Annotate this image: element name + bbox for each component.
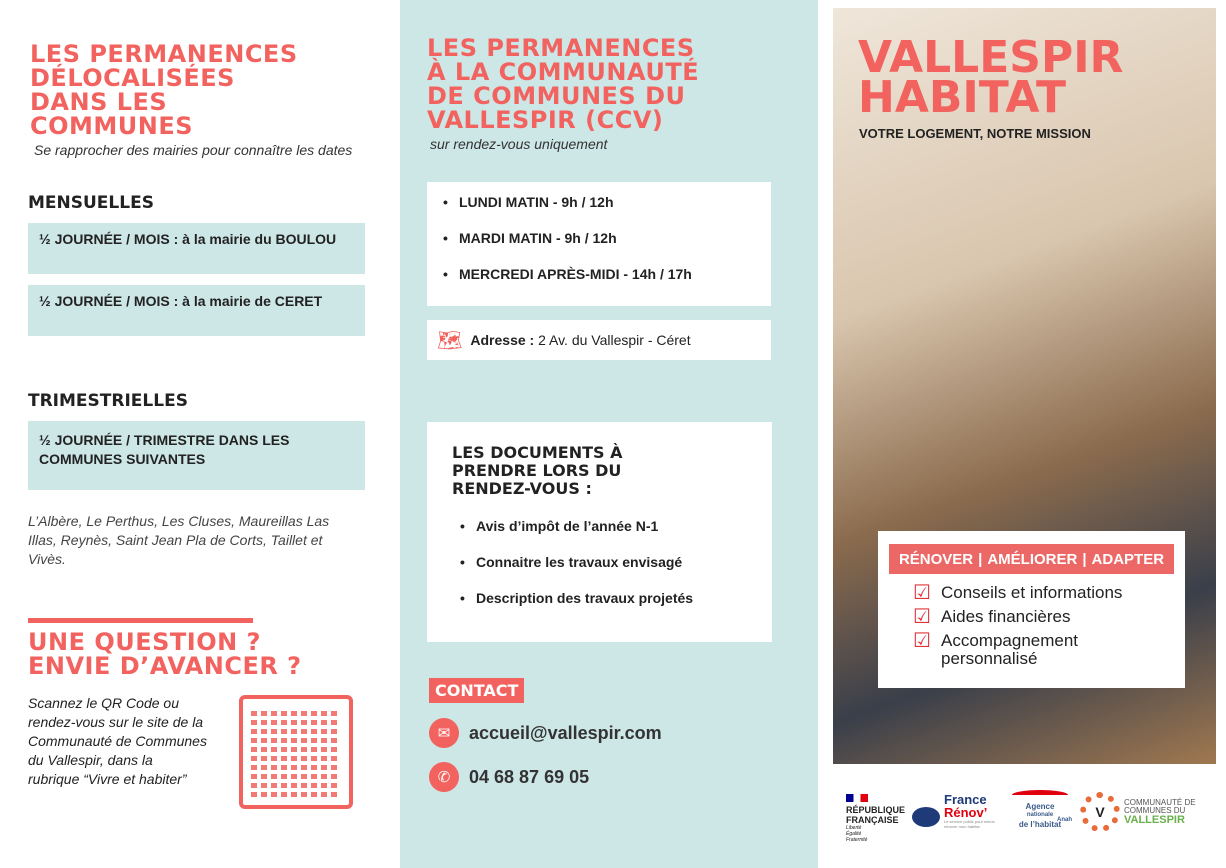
documents-title <box>452 444 747 498</box>
middle-subtitle: sur rendez-vous uniquement <box>430 136 608 152</box>
benefit-item: Conseils et informations <box>941 583 1123 602</box>
document-item: • Avis d’impôt de l’année N-1 <box>458 518 747 534</box>
map-icon: 🗺 <box>437 329 463 352</box>
checkbox-icon: ☑ <box>913 606 931 628</box>
logo-text: COMMUNAUTÉ DE <box>1124 797 1196 807</box>
title-line: DE COMMUNES DU <box>427 82 686 110</box>
logo-text: Liberté Égalité Fraternité <box>846 825 868 843</box>
schedule-card <box>427 182 771 306</box>
monthly-heading: MENSUELLES <box>28 193 154 213</box>
logo-text: Le service public pour mieux rénover mon habitat <box>944 819 995 829</box>
checkbox-icon: ☑ <box>913 630 931 652</box>
quarterly-heading: TRIMESTRIELLES <box>28 391 188 411</box>
checkbox-icon: ☑ <box>913 582 931 604</box>
logo-text: FRANÇAISE <box>846 815 899 825</box>
title-line: VALLESPIR (CCV) <box>427 106 664 134</box>
title-line: DANS LES <box>30 88 168 116</box>
benefit-item: Aides financières <box>941 607 1071 626</box>
title-line: PRENDRE LORS DU <box>452 461 622 480</box>
address-label: Adresse : <box>470 332 535 348</box>
address-value: 2 Av. du Vallespir - Céret <box>538 332 691 348</box>
schedule-item: • MARDI MATIN - 9h / 12h <box>441 230 757 246</box>
logo-text: Rénov’ <box>944 805 988 820</box>
title-line: LES DOCUMENTS À <box>452 443 623 462</box>
logo-text: VALLESPIR <box>1124 813 1185 826</box>
logo-text: COMMUNES DU <box>1124 805 1186 815</box>
left-subtitle: Se rapprocher des mairies pour connaître les dates <box>34 142 353 158</box>
logo-text: RÉPUBLIQUE <box>846 805 906 815</box>
email-row <box>429 718 662 748</box>
logo-ccv: V COMMUNAUTÉ DE COMMUNES DU VALLESPIR <box>1080 792 1196 832</box>
logo-text: nationale <box>1026 812 1054 818</box>
logo-france-renov <box>912 793 1004 829</box>
document-item: • Connaitre les travaux envisagé <box>458 554 747 570</box>
monthly-item: ½ JOURNÉE / MOIS : à la mairie de CERET <box>28 285 365 336</box>
logo-anah <box>1012 790 1072 829</box>
title-line: RENDEZ-VOUS : <box>452 479 592 498</box>
action-label: AMÉLIORER <box>987 550 1078 568</box>
title-line: À LA COMMUNAUTÉ <box>427 58 700 86</box>
actions-banner: RÉNOVER | AMÉLIORER | ADAPTER <box>889 544 1174 574</box>
schedule-item: • MERCREDI APRÈS-MIDI - 14h / 17h <box>441 266 757 282</box>
benefit-item: Accompagnement personnalisé <box>941 631 1079 668</box>
contact-label: CONTACT <box>429 678 524 703</box>
documents-card <box>427 422 772 642</box>
title-line: UNE QUESTION ? <box>28 628 261 656</box>
question-text: Scannez le QR Code ou rendez-vous sur le site de la Communauté de Communes du Vallespir, dans la rubrique “Vivre et habiter” <box>28 695 207 787</box>
email-link[interactable]: accueil@vallespir.com <box>469 722 662 743</box>
question-title <box>28 630 302 678</box>
monthly-item: ½ JOURNÉE / MOIS : à la mairie du BOULOU <box>28 223 365 274</box>
brand-title <box>858 32 1124 123</box>
envelope-icon: ✉ <box>429 718 459 748</box>
qr-code[interactable] <box>239 695 353 809</box>
phone-icon: ✆ <box>429 762 459 792</box>
schedule-item: • LUNDI MATIN - 9h / 12h <box>441 194 757 210</box>
action-label: RÉNOVER <box>898 550 974 568</box>
title-line: COMMUNES <box>30 112 194 140</box>
tagline: VOTRE LOGEMENT, NOTRE MISSION <box>859 126 1091 141</box>
logo-text: France <box>944 792 987 807</box>
communes-list: L’Albère, Le Perthus, Les Cluses, Maureillas Las Illas, Reynès, Saint Jean Pla de Corts, Taillet et Vivès. <box>28 513 330 567</box>
left-title <box>30 42 298 138</box>
title-line: LES PERMANENCES <box>427 34 695 62</box>
logo-text: Agence <box>1025 802 1055 811</box>
title-line: HABITAT <box>858 72 1067 123</box>
phone-number[interactable]: 04 68 87 69 05 <box>469 766 590 787</box>
action-label: ADAPTER <box>1091 550 1165 568</box>
benefits-card <box>878 531 1185 688</box>
title-line: DÉLOCALISÉES <box>30 64 235 92</box>
title-line: LES PERMANENCES <box>30 40 298 68</box>
logo-republique-francaise <box>846 794 905 843</box>
title-line: ENVIE D’AVANCER ? <box>28 652 302 680</box>
phone-row <box>429 762 589 792</box>
logo-text: de l’habitat <box>1018 820 1062 829</box>
title-line: VALLESPIR <box>858 32 1124 83</box>
divider <box>28 618 253 623</box>
address-card <box>427 320 771 360</box>
logo-text: Anah <box>1057 817 1072 823</box>
document-item: • Description des travaux projetés <box>458 590 747 606</box>
quarterly-item: ½ JOURNÉE / TRIMESTRE DANS LES COMMUNES SUIVANTES <box>28 421 365 490</box>
middle-title <box>427 36 699 132</box>
